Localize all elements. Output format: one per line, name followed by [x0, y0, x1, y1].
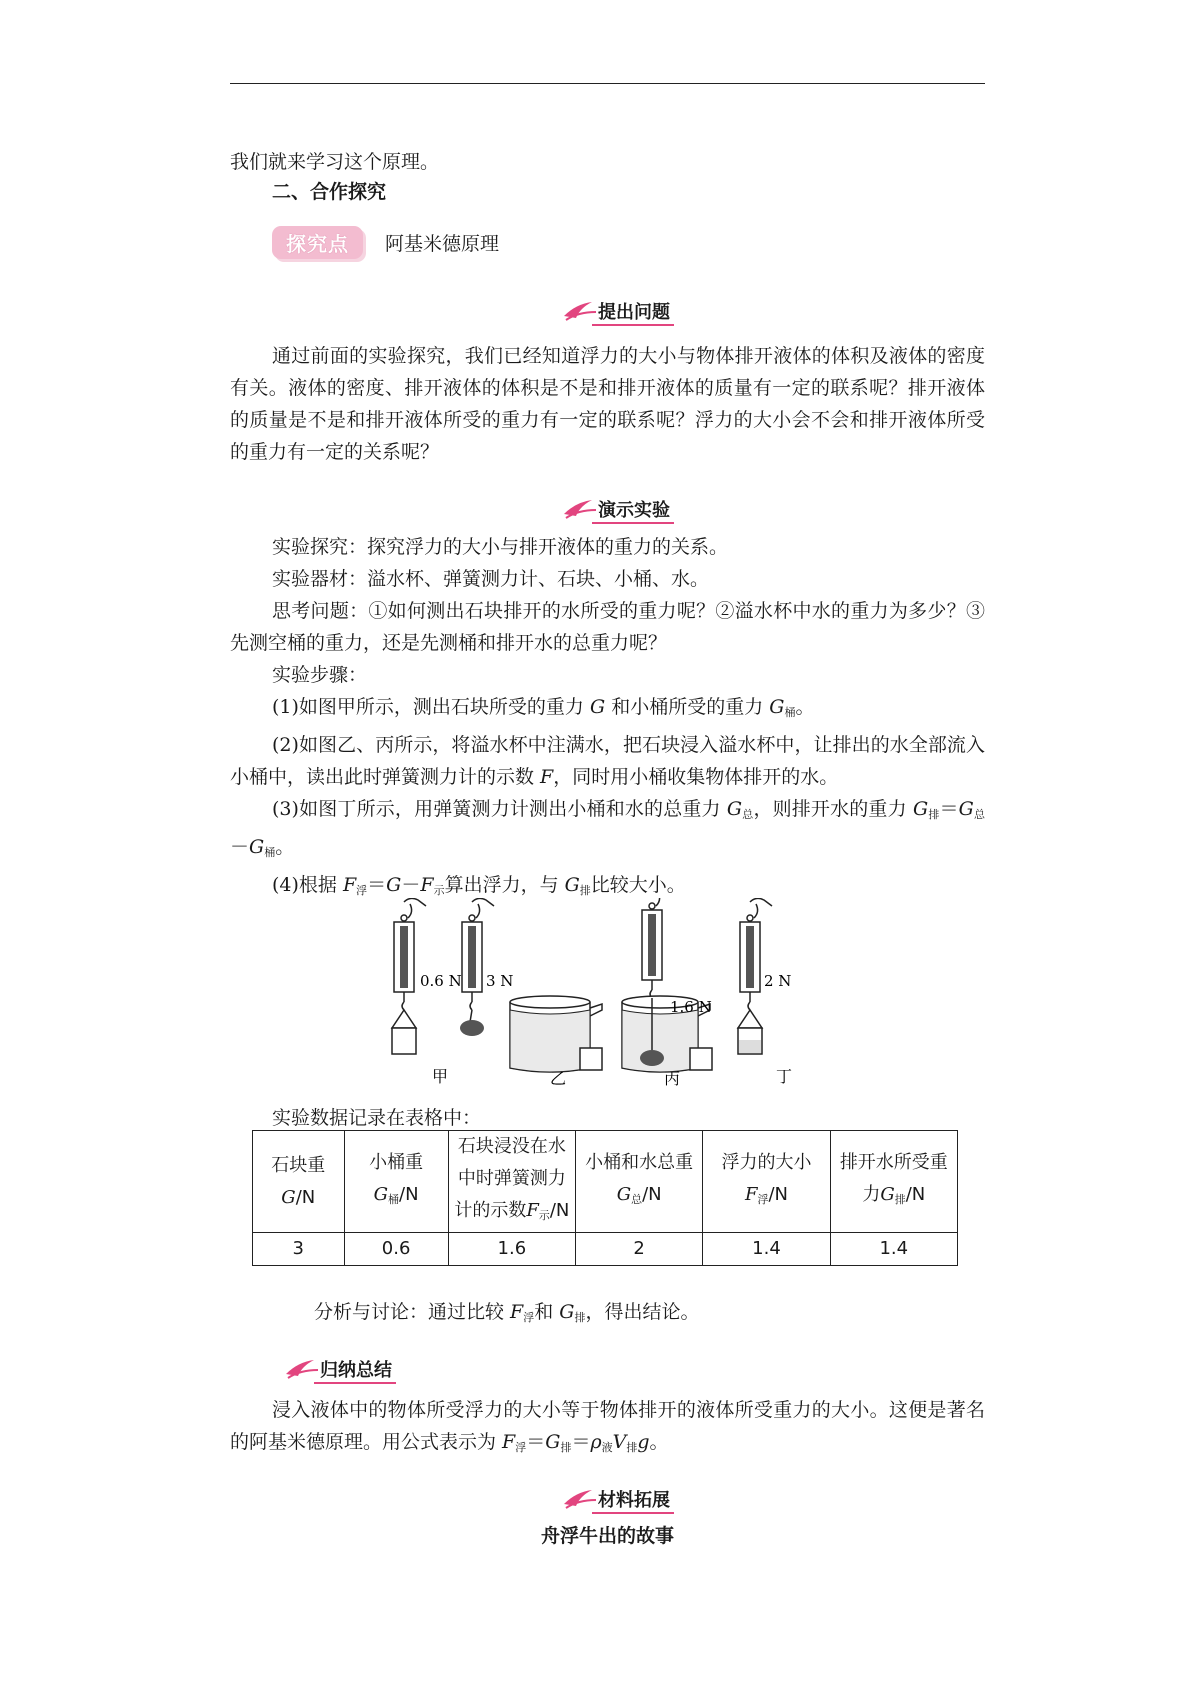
th-displaced-weight: 排开水所受重力$G_排/N$: [830, 1131, 957, 1233]
cell-buoyancy: 1.4: [703, 1233, 830, 1266]
caption-yi: 乙: [550, 1069, 567, 1088]
heading-demo-label: 演示实验: [592, 500, 674, 524]
step-4: (4)根据 $F_浮=G-F_示$算出浮力，与 $G_排$比较大小。: [272, 874, 686, 897]
cell-stone-weight: 3: [253, 1233, 345, 1266]
analysis-line: 分析与讨论：通过比较 $F_浮$和 $G_排$，得出结论。: [314, 1301, 700, 1324]
cell-bucket-weight: 0.6: [344, 1233, 448, 1266]
reading-jia-bucket: 0.6 N: [420, 972, 462, 990]
material-title: 舟浮牛出的故事: [540, 1525, 674, 1547]
demo-line-2: 实验器材：溢水杯、弹簧测力计、石块、小桶、水。: [272, 568, 710, 590]
reading-jia-stone: 3 N: [486, 972, 514, 990]
th-total-weight: 小桶和水总重$G_总/N$: [576, 1131, 703, 1233]
step-3: (3)如图丁所示，用弹簧测力计测出小桶和水的总重力 $G_总$，则排开水的重力 $G_排=G_总-G_桶$。: [230, 798, 986, 859]
section-title: 二、合作探究: [272, 181, 387, 203]
step-2: (2)如图乙、丙所示，将溢水杯中注满水，把石块浸入溢水杯中，让排出的水全部流入小桶中，读出此时弹簧测力计的示数 F，同时用小桶收集物体排开的水。: [230, 734, 985, 788]
explore-tag: 探究点: [272, 226, 363, 259]
scale-bing: [642, 898, 674, 998]
heading-demo: [562, 498, 674, 524]
intro-line: 我们就来学习这个原理。: [230, 151, 440, 173]
scale-jia-2: [460, 898, 494, 1036]
table-row: [253, 1233, 958, 1266]
step-1: (1)如图甲所示，测出石块所受的重力 G 和小桶所受的重力 $G_桶$。: [272, 696, 815, 719]
demo-line-3: 思考问题：①如何测出石块排开的水所受的重力呢？②溢水杯中水的重力为多少？③先测空桶的重力，还是先测桶和排开水的总重力呢？: [230, 600, 985, 654]
experiment-figure: [390, 898, 840, 1088]
question-paragraph: 通过前面的实验探究，我们已经知道浮力的大小与物体排开液体的体积及液体的密度有关。液体的密度、排开液体的体积是不是和排开液体的质量有一定的联系呢？排开液体的质量是不是和排开液体所受的重力有一定的联系呢？浮力的大小会不会和排开液体所受的重力有一定的关系呢？: [230, 345, 985, 463]
th-scale-reading: 石块浸没在水中时弹簧测力计的示数$F_示/N$: [448, 1131, 575, 1233]
overflow-cup-yi: [510, 996, 602, 1072]
reading-bing: 1.6 N: [670, 998, 712, 1016]
demo-line-1: 实验探究：探究浮力的大小与排开液体的重力的关系。: [272, 536, 729, 558]
demo-steps-title: 实验步骤：: [272, 664, 368, 686]
heading-question-label: 提出问题: [592, 302, 674, 326]
caption-ding: 丁: [776, 1067, 793, 1086]
cell-displaced-weight: 1.4: [830, 1233, 957, 1266]
cell-scale-reading: 1.6: [448, 1233, 575, 1266]
heading-question: [562, 300, 674, 326]
caption-jia: 甲: [432, 1067, 449, 1086]
explore-topic: 阿基米德原理: [385, 233, 500, 255]
summary-paragraph: 浸入液体中的物体所受浮力的大小等于物体排开的液体所受重力的大小。这便是著名的阿基米德原理。用公式表示为 $F_浮=G_排=\rho_液V_排g$。: [230, 1399, 985, 1454]
table-header-row: [253, 1131, 958, 1233]
caption-bing: 丙: [664, 1069, 681, 1088]
cell-total-weight: 2: [576, 1233, 703, 1266]
th-bucket-weight: 小桶重 $G_桶/N$: [344, 1131, 448, 1233]
explore-point: [272, 226, 499, 259]
heading-summary-label: 归纳总结: [314, 1360, 396, 1384]
reading-ding: 2 N: [764, 972, 792, 990]
th-buoyancy: 浮力的大小 $F_浮/N$: [703, 1131, 830, 1233]
header-rule: [230, 83, 985, 84]
heading-material-label: 材料拓展: [592, 1490, 674, 1514]
table-intro: 实验数据记录在表格中：: [272, 1107, 482, 1129]
data-table: [252, 1130, 958, 1266]
th-stone-weight: 石块重 G/N: [253, 1131, 345, 1233]
heading-material: [562, 1488, 674, 1514]
heading-summary: [284, 1358, 396, 1384]
